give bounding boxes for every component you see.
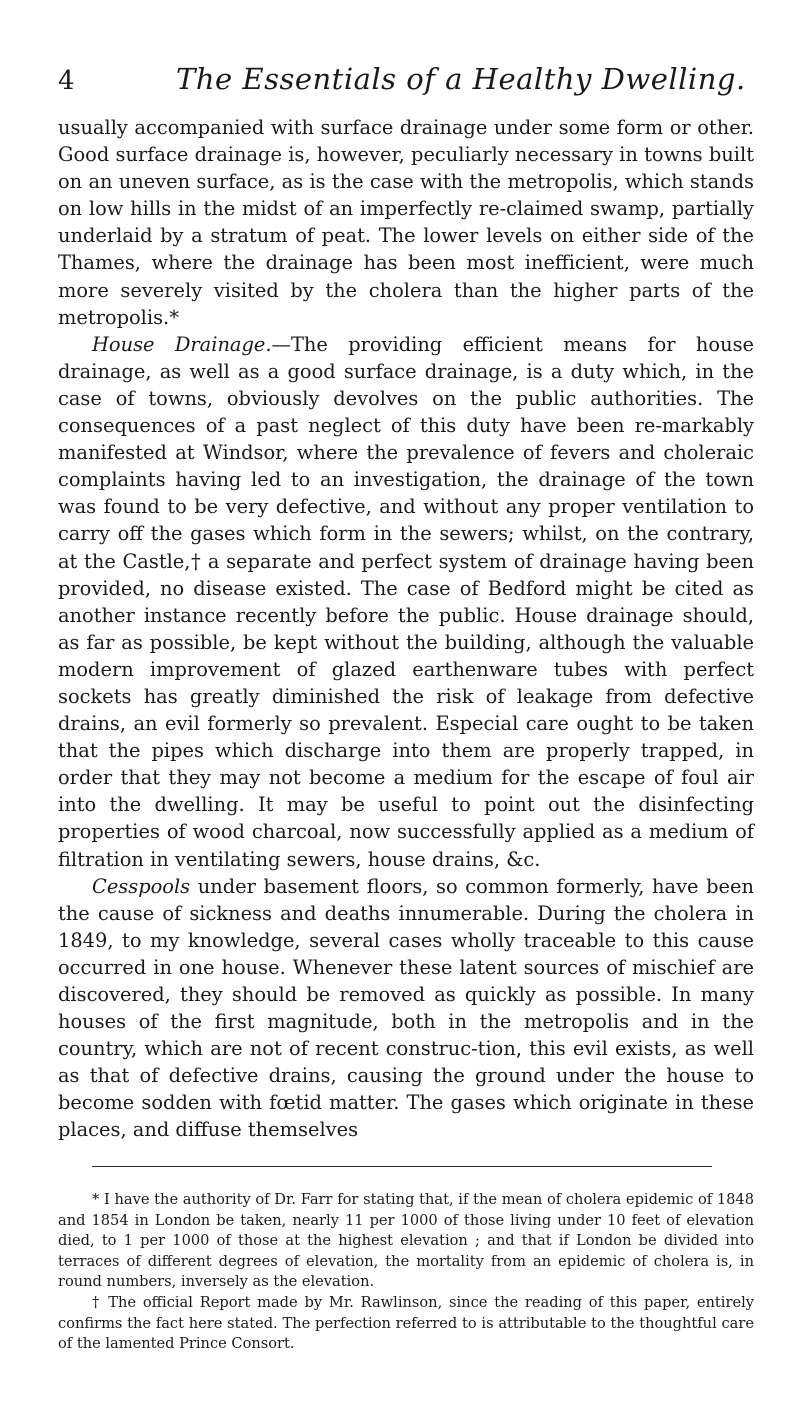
body-text: [58, 114, 754, 1144]
paragraph-house-drainage: [58, 331, 754, 873]
paragraph-cesspools: [58, 873, 754, 1144]
section-heading-house-drainage: House Drainage.: [92, 332, 272, 356]
running-title: The Essentials of a Healthy Dwelling.: [176, 62, 746, 96]
footnote-cholera-elevation: * I have the authority of Dr. Farr for stating that, if the mean of cholera epidemic of 1848 and 1854 in London be taken, nearly 11 per 1000 of those living under 10 feet of elevation died, to 1 per 1000 of those at the highest elevation ; and that if London be divided into terraces of different degrees of elevation, the mortality from an epidemic of cholera is, in round numbers, inversely as the elevation.: [58, 1191, 754, 1291]
footnote-rawlinson-report: † The official Report made by Mr. Rawlinson, since the reading of this paper, entirely confirms the fact here stated. The perfection referred to is attributable to the thoughtful care of the lamented Prince Consort.: [58, 1293, 754, 1353]
paragraph-surface-drainage: [58, 114, 754, 331]
footnotes: [58, 1190, 754, 1355]
paragraph-text: —The providing efficient means for house drainage, as well as a good surface drainage, is a duty which, in the case of towns, obviously devolves on the public authorities. The consequences of a past neglect of this duty have been re-markably manifested at Windsor, where the prevalence of fevers and choleraic complaints having led to an investigation, the drainage of the town was found to be very defective, and without any proper ventilation to carry off the gases which form in the sewers; whilst, on the contrary, at the Castle,† a separate and perfect system of drainage having been provided, no disease existed. The case of Bedford might be cited as another instance recently before the public. House drainage should, as far as possible, be kept without the building, although the valuable modern improvement of glazed earthenware tubes with perfect sockets has greatly diminished the risk of leakage from defective drains, an evil formerly so prevalent. Especial care ought to be taken that the pipes which discharge into them are properly trapped, in order that they may not become a medium for the escape of foul air into the dwelling. It may be useful to point out the disinfecting properties of wood charcoal, now successfully applied as a medium of filtration in ventilating sewers, house drains, &c.: [58, 332, 755, 871]
footnote-divider: [92, 1166, 712, 1167]
page-number: 4: [58, 66, 75, 96]
section-heading-cesspools: Cesspools: [92, 874, 191, 898]
page-header: [58, 62, 748, 102]
paragraph-text: usually accompanied with surface drainage under some form or other. Good surface drainage is, however, peculiarly necessary in towns built on an uneven surface, as is the case with the metropolis, which stands on low hills in the midst of an imperfectly re-claimed swamp, partially underlaid by a stratum of peat. The lower levels on either side of the Thames, where the drainage has been most inefficient, were much more severely visited by the cholera than the higher parts of the metropolis.*: [58, 116, 754, 329]
paragraph-text: under basement floors, so common formerly, have been the cause of sickness and deaths innumerable. During the cholera in 1849, to my knowledge, several cases wholly traceable to this cause occurred in one house. Whenever these latent sources of mischief are discovered, they should be removed as quickly as possible. In many houses of the first magnitude, both in the metropolis and in the country, which are not of recent construc-tion, this evil exists, as well as that of defective drains, causing the ground under the house to become sodden with fœtid matter. The gases which originate in these places, and diffuse themselves: [58, 874, 754, 1142]
